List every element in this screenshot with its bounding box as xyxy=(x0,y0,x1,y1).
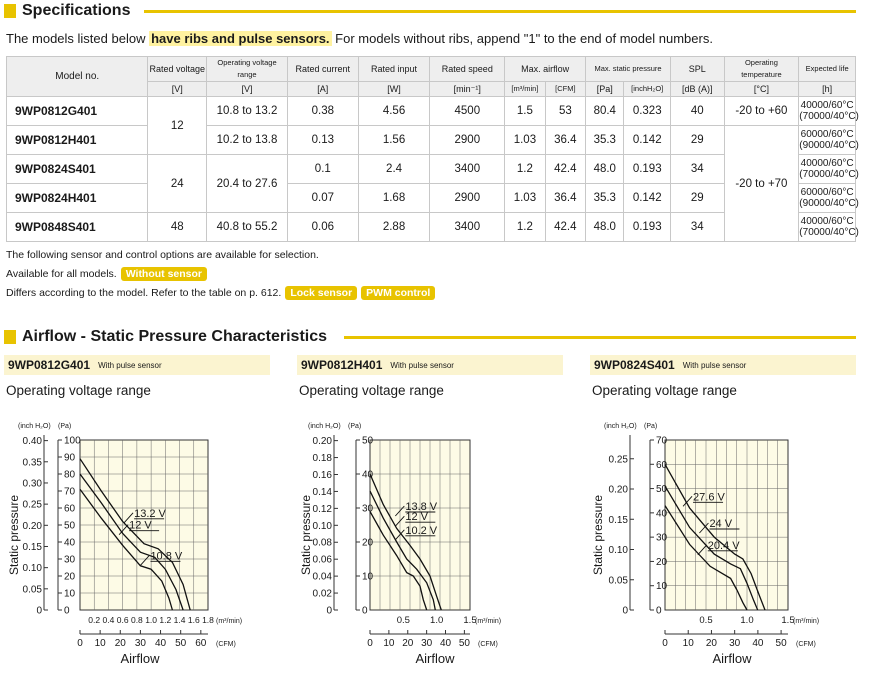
table-row xyxy=(7,97,856,126)
unit-airflow-m3: [m³/min] xyxy=(505,82,545,97)
cell-current: 0.1 xyxy=(287,155,358,184)
airflow-heading xyxy=(4,328,327,346)
inch-unit-label: (inch H₂O) xyxy=(308,423,341,430)
header-model: Model no. xyxy=(7,57,148,97)
cell-op-voltage: 10.8 to 13.2 xyxy=(207,97,288,126)
cfm-tick-label: 30 xyxy=(421,638,433,649)
x-tick-label: 1.6 xyxy=(187,615,200,625)
pa-tick-label: 80 xyxy=(64,469,76,481)
intro-before: The models listed below xyxy=(6,31,150,46)
cell-model: 9WP0848S401 xyxy=(7,213,148,242)
series-label: 12 V xyxy=(405,511,428,524)
inch-tick-label: 0.16 xyxy=(312,469,332,481)
cell-pressure-inch: 0.142 xyxy=(624,184,671,213)
unit-life: [h] xyxy=(799,82,856,97)
cell-rated-voltage: 48 xyxy=(148,213,207,242)
x-tick-label: 1.0 xyxy=(430,615,444,626)
operating-voltage-label: Operating voltage range xyxy=(592,383,737,398)
unit-pressure-inch: [inchH₂O] xyxy=(624,82,671,97)
pa-tick-label: 10 xyxy=(362,571,374,583)
cell-pressure-pa: 35.3 xyxy=(586,126,624,155)
header-input: Rated input xyxy=(358,57,430,82)
inch-tick-label: 0.10 xyxy=(312,520,332,532)
cfm-tick-label: 40 xyxy=(752,638,764,649)
pa-tick-label: 50 xyxy=(656,484,668,496)
cell-spl: 29 xyxy=(670,126,724,155)
pa-tick-label: 30 xyxy=(656,532,668,544)
inch-tick-label: 0.20 xyxy=(22,520,42,532)
pa-tick-label: 70 xyxy=(656,435,668,447)
table-row xyxy=(7,126,856,155)
cell-spl: 40 xyxy=(670,97,724,126)
pa-unit-label: (Pa) xyxy=(58,423,72,430)
pa-tick-label: 40 xyxy=(362,469,374,481)
x-tick-label: 1.5 xyxy=(781,615,795,626)
cell-pressure-pa: 35.3 xyxy=(586,184,624,213)
cell-op-temp: -20 to +70 xyxy=(724,126,799,242)
x-tick-label: 1.4 xyxy=(173,615,186,625)
cell-pressure-inch: 0.142 xyxy=(624,126,671,155)
x-tick-label: 1.0 xyxy=(145,615,158,625)
cfm-tick-label: 0 xyxy=(662,638,668,649)
cell-current: 0.07 xyxy=(287,184,358,213)
cell-life xyxy=(799,126,859,155)
pa-tick-label: 0 xyxy=(362,605,368,617)
pa-tick-label: 20 xyxy=(64,571,76,583)
graph-pulse-label: With pulse sensor xyxy=(98,360,162,370)
pa-tick-label: 40 xyxy=(656,508,668,520)
cell-airflow-cfm: 53 xyxy=(545,97,585,126)
pa-tick-label: 40 xyxy=(64,537,76,549)
header-life: Expected life xyxy=(799,57,856,82)
life-primary: 40000/60°C xyxy=(800,158,854,169)
series-label: 13.8 V xyxy=(405,501,438,513)
airflow-chart-9wp0812g401 xyxy=(0,415,290,674)
x-tick-label: 0.2 xyxy=(88,615,101,625)
cell-life xyxy=(799,97,859,126)
header-airflow: Max. airflow xyxy=(505,57,586,82)
y-axis-title: Static pressure xyxy=(299,494,313,576)
note-line-2: Available for all models. xyxy=(6,268,117,280)
unit-current: [A] xyxy=(287,82,358,97)
cell-rated-voltage: 24 xyxy=(148,155,207,213)
inch-tick-label: 0.10 xyxy=(22,563,42,575)
cell-life xyxy=(799,213,859,242)
cell-input: 4.56 xyxy=(358,97,430,126)
operating-voltage-label: Operating voltage range xyxy=(6,383,151,398)
inch-tick-label: 0.15 xyxy=(608,514,628,526)
series-label: 10.2 V xyxy=(405,524,438,537)
heading-rule xyxy=(144,10,856,13)
x-tick-label: 0.5 xyxy=(396,615,410,626)
specifications-heading xyxy=(4,2,130,20)
section-marker-icon xyxy=(4,330,16,344)
inch-tick-label: 0.25 xyxy=(608,454,628,466)
pa-tick-label: 60 xyxy=(656,459,668,471)
life-primary: 60000/60°C xyxy=(800,129,854,140)
cfm-tick-label: 20 xyxy=(705,638,718,649)
inch-tick-label: 0.05 xyxy=(608,575,628,587)
series-label: 10.8 V xyxy=(150,550,183,563)
airflow-title: Airflow - Static Pressure Characteristics xyxy=(22,328,328,345)
cfm-tick-label: 20 xyxy=(402,638,414,649)
cell-speed: 2900 xyxy=(430,184,505,213)
inch-tick-label: 0.18 xyxy=(312,453,332,465)
series-label: 20.4 V xyxy=(707,539,740,552)
x-tick-label: 0.8 xyxy=(130,615,143,625)
cell-speed: 2900 xyxy=(430,126,505,155)
cell-current: 0.06 xyxy=(287,213,358,242)
pa-tick-label: 10 xyxy=(656,581,668,593)
inch-tick-label: 0.25 xyxy=(22,499,42,511)
cell-airflow-cfm: 42.4 xyxy=(545,213,585,242)
cell-pressure-pa: 80.4 xyxy=(586,97,624,126)
note-line-1: The following sensor and control options are available for selection. xyxy=(6,249,319,261)
inch-tick-label: 0.15 xyxy=(22,541,42,553)
pa-tick-label: 50 xyxy=(362,435,374,447)
options-note xyxy=(6,249,319,261)
cell-op-voltage: 10.2 to 13.8 xyxy=(207,126,288,155)
header-op-voltage: Operating voltage range xyxy=(207,57,288,82)
cell-input: 2.4 xyxy=(358,155,430,184)
cfm-unit-label: (CFM) xyxy=(796,641,816,648)
header-rated-voltage: Rated voltage xyxy=(148,57,207,82)
cfm-tick-label: 50 xyxy=(458,638,470,649)
cell-rated-voltage: 12 xyxy=(148,97,207,155)
table-header-row xyxy=(7,57,856,82)
x-unit-label: (m³/min) xyxy=(216,618,243,625)
cell-airflow-cfm: 36.4 xyxy=(545,184,585,213)
life-secondary: (70000/40°C) xyxy=(799,169,859,180)
cfm-tick-label: 50 xyxy=(175,638,187,649)
cfm-tick-label: 10 xyxy=(383,638,395,649)
inch-tick-label: 0 xyxy=(622,605,628,617)
graph-model: 9WP0812H401 xyxy=(301,358,383,372)
cell-pressure-inch: 0.193 xyxy=(624,213,671,242)
cell-model: 9WP0824S401 xyxy=(7,155,148,184)
pa-tick-label: 100 xyxy=(64,435,81,447)
cell-airflow-m3: 1.03 xyxy=(505,184,545,213)
x-tick-label: 1.0 xyxy=(740,615,754,626)
pa-tick-label: 50 xyxy=(64,520,76,532)
inch-unit-label: (inch H₂O) xyxy=(18,423,51,430)
life-primary: 40000/60°C xyxy=(800,216,854,227)
inch-tick-label: 0.35 xyxy=(22,457,42,469)
pa-tick-label: 30 xyxy=(362,503,374,515)
cell-pressure-pa: 48.0 xyxy=(586,155,624,184)
cell-pressure-pa: 48.0 xyxy=(586,213,624,242)
cell-current: 0.38 xyxy=(287,97,358,126)
y-axis-title: Static pressure xyxy=(591,494,605,576)
x-unit-label: (m³/min) xyxy=(475,618,502,625)
cfm-tick-label: 10 xyxy=(682,638,694,649)
airflow-chart-9wp0812h401 xyxy=(292,415,582,674)
cell-speed: 3400 xyxy=(430,213,505,242)
specifications-title: Specifications xyxy=(22,2,131,19)
cell-speed: 4500 xyxy=(430,97,505,126)
cfm-tick-label: 50 xyxy=(775,638,787,649)
inch-tick-label: 0.40 xyxy=(22,436,42,448)
pa-tick-label: 90 xyxy=(64,452,76,464)
cell-life xyxy=(799,155,859,184)
header-current: Rated current xyxy=(287,57,358,82)
unit-rated-voltage: [V] xyxy=(148,82,207,97)
inch-tick-label: 0.20 xyxy=(312,436,332,448)
cell-speed: 3400 xyxy=(430,155,505,184)
cfm-tick-label: 30 xyxy=(134,638,146,649)
heading-rule xyxy=(344,336,856,339)
cfm-tick-label: 20 xyxy=(114,638,126,649)
cell-input: 1.56 xyxy=(358,126,430,155)
life-secondary: (70000/40°C) xyxy=(799,227,859,238)
intro-highlight: have ribs and pulse sensors. xyxy=(151,31,330,46)
header-speed: Rated speed xyxy=(430,57,505,82)
graph-card-3 xyxy=(590,355,856,398)
airflow-chart-9wp0824s401 xyxy=(584,415,870,674)
pa-tick-label: 0 xyxy=(64,605,70,617)
life-primary: 60000/60°C xyxy=(800,187,854,198)
cfm-tick-label: 10 xyxy=(94,638,106,649)
header-spl: SPL xyxy=(670,57,724,82)
series-label: 27.6 V xyxy=(693,491,725,504)
graph-card-1 xyxy=(4,355,270,398)
life-secondary: (90000/40°C) xyxy=(799,198,859,209)
options-note-model xyxy=(6,286,435,300)
lock-sensor-badge: Lock sensor xyxy=(285,286,357,300)
inch-tick-label: 0.04 xyxy=(312,571,332,583)
inch-tick-label: 0.06 xyxy=(312,554,332,566)
cfm-tick-label: 40 xyxy=(439,638,452,649)
cfm-tick-label: 40 xyxy=(154,638,167,649)
cell-current: 0.13 xyxy=(287,126,358,155)
unit-speed: [min⁻¹] xyxy=(430,82,505,97)
inch-tick-label: 0 xyxy=(326,605,332,617)
graph-pulse-label: With pulse sensor xyxy=(682,360,747,370)
unit-input: [W] xyxy=(358,82,430,97)
x-axis-title: Airflow xyxy=(415,651,455,666)
x-tick-label: 1.5 xyxy=(463,615,477,626)
inch-tick-label: 0.10 xyxy=(608,545,628,557)
cell-life xyxy=(799,184,859,213)
pa-tick-label: 60 xyxy=(64,503,76,515)
unit-op-voltage: [V] xyxy=(207,82,288,97)
cell-spl: 34 xyxy=(670,155,724,184)
x-axis-title: Airflow xyxy=(712,651,752,666)
header-op-temp: Operating temperature xyxy=(724,57,799,82)
x-tick-label: 0.4 xyxy=(102,615,115,625)
cell-airflow-cfm: 36.4 xyxy=(545,126,585,155)
life-secondary: (90000/40°C) xyxy=(799,140,859,151)
inch-tick-label: 0.12 xyxy=(312,503,332,515)
pwm-control-badge: PWM control xyxy=(361,286,435,300)
pa-unit-label: (Pa) xyxy=(644,423,658,430)
options-note-all-models xyxy=(6,267,207,281)
intro-text xyxy=(6,31,713,46)
pa-tick-label: 70 xyxy=(64,486,76,498)
inch-tick-label: 0.14 xyxy=(312,486,332,498)
graph-model: 9WP0824S401 xyxy=(594,358,675,372)
unit-spl: [dB (A)] xyxy=(670,82,724,97)
inch-tick-label: 0.30 xyxy=(22,478,42,490)
pa-tick-label: 30 xyxy=(64,554,76,566)
cell-pressure-inch: 0.323 xyxy=(624,97,671,126)
unit-airflow-cfm: [CFM] xyxy=(545,82,585,97)
specifications-table xyxy=(6,56,859,242)
operating-voltage-label: Operating voltage range xyxy=(299,383,444,398)
life-secondary: (70000/40°C) xyxy=(799,111,859,122)
note-line-3: Differs according to the model. Refer to the table on p. 612. xyxy=(6,287,282,299)
series-label: 13.2 V xyxy=(134,507,166,520)
graph-pulse-label: With pulse sensor xyxy=(390,360,454,370)
intro-after: For models without ribs, append "1" to the end of model numbers. xyxy=(331,31,713,46)
cell-model: 9WP0812G401 xyxy=(7,97,148,126)
cell-airflow-cfm: 42.4 xyxy=(545,155,585,184)
inch-tick-label: 0.08 xyxy=(312,537,332,549)
cell-model: 9WP0824H401 xyxy=(7,184,148,213)
cell-airflow-m3: 1.2 xyxy=(505,213,545,242)
cell-airflow-m3: 1.2 xyxy=(505,155,545,184)
inch-tick-label: 0.20 xyxy=(608,484,628,496)
graph-card-header xyxy=(590,355,856,375)
without-sensor-badge: Without sensor xyxy=(121,267,207,281)
cfm-unit-label: (CFM) xyxy=(216,641,236,648)
inch-tick-label: 0.02 xyxy=(312,588,332,600)
cfm-unit-label: (CFM) xyxy=(478,641,498,648)
x-axis-title: Airflow xyxy=(120,651,160,666)
x-tick-label: 1.8 xyxy=(202,615,214,625)
pa-tick-label: 10 xyxy=(64,588,76,600)
cfm-tick-label: 0 xyxy=(367,638,373,649)
series-label: 24 V xyxy=(709,518,733,530)
y-axis-title: Static pressure xyxy=(7,494,21,576)
cell-spl: 29 xyxy=(670,184,724,213)
x-tick-label: 0.6 xyxy=(116,615,129,625)
cell-spl: 34 xyxy=(670,213,724,242)
graph-card-header xyxy=(297,355,563,375)
cfm-tick-label: 30 xyxy=(729,638,741,649)
pa-tick-label: 20 xyxy=(656,556,668,568)
cfm-tick-label: 60 xyxy=(195,638,207,649)
inch-tick-label: 0.05 xyxy=(22,584,42,596)
cell-airflow-m3: 1.5 xyxy=(505,97,545,126)
cell-input: 1.68 xyxy=(358,184,430,213)
graph-card-header xyxy=(4,355,270,375)
graph-model: 9WP0812G401 xyxy=(8,358,91,372)
pa-unit-label: (Pa) xyxy=(348,423,362,430)
cell-op-voltage: 40.8 to 55.2 xyxy=(207,213,288,242)
header-pressure: Max. static pressure xyxy=(586,57,671,82)
unit-op-temp: [°C] xyxy=(724,82,799,97)
unit-pressure-pa: [Pa] xyxy=(586,82,624,97)
cell-pressure-inch: 0.193 xyxy=(624,155,671,184)
section-marker-icon xyxy=(4,4,16,18)
cfm-tick-label: 0 xyxy=(77,638,83,649)
x-tick-label: 0.5 xyxy=(699,615,713,626)
pa-tick-label: 0 xyxy=(656,605,662,617)
graph-card-2 xyxy=(297,355,563,398)
x-tick-label: 1.2 xyxy=(159,615,172,625)
pa-tick-label: 20 xyxy=(362,537,374,549)
series-label: 12 V xyxy=(129,519,152,532)
cell-op-voltage: 20.4 to 27.6 xyxy=(207,155,288,213)
cell-op-temp: -20 to +60 xyxy=(724,97,799,126)
life-primary: 40000/60°C xyxy=(800,100,854,111)
inch-tick-label: 0 xyxy=(36,605,42,617)
x-unit-label: (m³/min) xyxy=(793,618,820,625)
inch-unit-label: (inch H₂O) xyxy=(604,423,637,430)
cell-input: 2.88 xyxy=(358,213,430,242)
cell-model: 9WP0812H401 xyxy=(7,126,148,155)
cell-airflow-m3: 1.03 xyxy=(505,126,545,155)
